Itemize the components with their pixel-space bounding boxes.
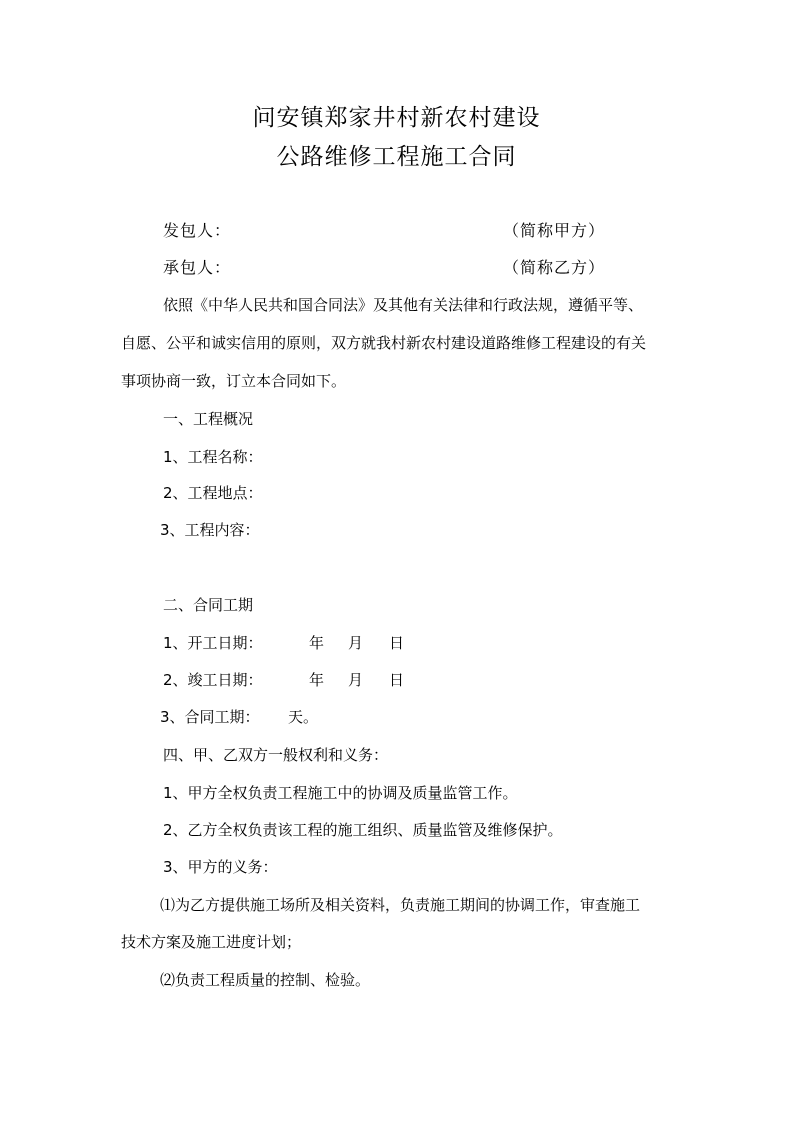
completion-date-month: 月 <box>348 671 364 689</box>
contract-duration-label: 3、合同工期： <box>160 708 260 726</box>
project-content-label: 3、工程内容： <box>160 521 260 539</box>
obligation-sub-1-line-1: ⑴为乙方提供施工场所及相关资料，负责施工期间的协调工作，审查施工 <box>160 896 641 914</box>
completion-date-year: 年 <box>309 671 325 689</box>
start-date-month: 月 <box>348 634 364 652</box>
preamble-line-1: 依照《中华人民共和国合同法》及其他有关法律和行政法规，遵循平等、 <box>163 296 644 314</box>
project-location-label: 2、工程地点： <box>163 484 263 502</box>
start-date-year: 年 <box>309 634 325 652</box>
rights-item-1: 1、甲方全权负责工程施工中的协调及质量监管工作。 <box>163 784 518 802</box>
start-date-day: 日 <box>389 634 405 652</box>
obligation-sub-2: ⑵负责工程质量的控制、检验。 <box>160 971 371 989</box>
title-line-1: 问安镇郑家井村新农村建设 <box>252 105 541 131</box>
preamble-line-2: 自愿、公平和诚实信用的原则，双方就我村新农村建设道路维修工程建设的有关 <box>121 334 647 352</box>
section-heading-project-overview: 一、工程概况 <box>163 410 254 428</box>
section-heading-contract-period: 二、合同工期 <box>163 596 254 614</box>
completion-date-label: 2、竣工日期： <box>163 671 263 689</box>
preamble-line-3: 事项协商一致，订立本合同如下。 <box>121 372 347 390</box>
rights-item-3: 3、甲方的义务： <box>163 858 278 876</box>
employer-label: 发包人： <box>163 221 232 240</box>
contractor-label: 承包人： <box>163 258 232 277</box>
employer-abbreviation: （简称甲方） <box>503 221 606 240</box>
obligation-sub-1-line-2: 技术方案及施工进度计划； <box>121 933 302 951</box>
project-name-label: 1、工程名称： <box>163 448 263 466</box>
title-line-2: 公路维修工程施工合同 <box>276 144 517 170</box>
rights-item-2: 2、乙方全权负责该工程的施工组织、质量监管及维修保护。 <box>163 821 563 839</box>
start-date-label: 1、开工日期： <box>163 634 263 652</box>
contractor-abbreviation: （简称乙方） <box>503 258 606 277</box>
section-heading-rights-obligations: 四、甲、乙双方一般权利和义务： <box>163 746 389 764</box>
completion-date-day: 日 <box>389 671 405 689</box>
contract-duration-unit: 天。 <box>288 708 319 726</box>
